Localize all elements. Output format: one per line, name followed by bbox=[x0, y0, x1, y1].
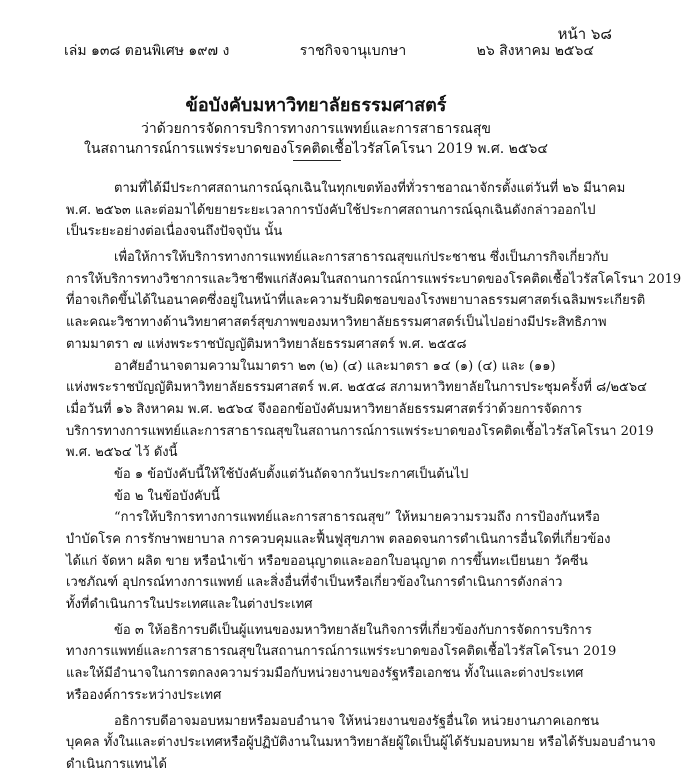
gazette-header bbox=[64, 40, 594, 62]
paragraph-line: เมื่อวันที่ ๑๖ สิงหาคม พ.ศ. ๒๕๖๔ จึงออกข้อบังคับมหาวิทยาลัยธรรมศาสตร์ว่าด้วยการจัดการ bbox=[66, 401, 582, 417]
document-title: ข้อบังคับมหาวิทยาลัยธรรมศาสตร์ bbox=[185, 95, 447, 116]
paragraph-line: อาศัยอำนาจตามความในมาตรา ๒๓ (๒) (๔) และมาตรา ๑๔ (๑) (๔) และ (๑๑) bbox=[114, 358, 556, 374]
definition-line: ทั้งที่ดำเนินการในประเทศและในต่างประเทศ bbox=[66, 597, 313, 613]
paragraph-line: ตามมาตรา ๗ แห่งพระราชบัญญัติมหาวิทยาลัยธรรมศาสตร์ พ.ศ. ๒๕๕๘ bbox=[66, 336, 467, 352]
gazette-name: ราชกิจจานุเบกษา bbox=[299, 43, 407, 59]
clause-3-line: หรือองค์การระหว่างประเทศ bbox=[66, 687, 222, 703]
volume-info: เล่ม ๑๓๘ ตอนพิเศษ ๑๙๗ ง bbox=[64, 43, 230, 59]
paragraph-line: การให้บริการทางวิชาการและวิชาชีพแก่สังคมในสถานการณ์การแพร่ระบาดของโรคติดเชื้อไวรัสโคโรนา 2019 bbox=[66, 271, 681, 287]
definition-line: เวชภัณฑ์ อุปกรณ์ทางการแพทย์ และสิ่งอื่นที่จำเป็นหรือเกี่ยวข้องในการดำเนินการดังกล่าว bbox=[66, 575, 563, 591]
clause-3-line: และให้มีอำนาจในการตกลงความร่วมมือกับหน่วยงานของรัฐหรือเอกชน ทั้งในและต่างประเทศ bbox=[66, 666, 584, 682]
clause-2: ข้อ ๒ ในข้อบังคับนี้ bbox=[114, 488, 220, 504]
paragraph-line: บริการทางการแพทย์และการสาธารณสุขในสถานการณ์การแพร่ระบาดของโรคติดเชื้อไวรัสโคโรนา 2019 bbox=[66, 423, 654, 439]
paragraph-line: พ.ศ. ๒๕๖๔ ไว้ ดังนี้ bbox=[66, 445, 178, 461]
title-divider bbox=[293, 160, 341, 161]
subtitle-line-1: ว่าด้วยการจัดการบริการทางการแพทย์และการสาธารณสุข bbox=[140, 121, 492, 137]
page-number: หน้า ๖๘ bbox=[557, 25, 612, 43]
delegation-line: ดำเนินการแทนได้ bbox=[66, 756, 167, 772]
paragraph-line: ตามที่ได้มีประกาศสถานการณ์ฉุกเฉินในทุกเขตท้องที่ทั่วราชอาณาจักรตั้งแต่วันที่ ๒๖ มีนาคม bbox=[114, 181, 626, 196]
paragraph-line: แห่งพระราชบัญญัติมหาวิทยาลัยธรรมศาสตร์ พ.ศ. ๒๕๕๘ สภามหาวิทยาลัยในการประชุมครั้งที่ ๘/๒๕๖๔ bbox=[66, 380, 647, 396]
paragraph-line: เพื่อให้การให้บริการทางการแพทย์และการสาธารณสุขแก่ประชาชน ซึ่งเป็นภารกิจเกี่ยวกับ bbox=[114, 250, 609, 266]
delegation-line: บุคคล ทั้งในและต่างประเทศหรือผู้ปฏิบัติงานในมหาวิทยาลัยผู้ใดเป็นผู้ได้รับมอบหมาย หรือได้รับมอบอำนาจ bbox=[66, 735, 656, 751]
clause-1: ข้อ ๑ ข้อบังคับนี้ให้ใช้บังคับตั้งแต่วันถัดจากวันประกาศเป็นต้นไป bbox=[114, 466, 469, 482]
paragraph-line: และคณะวิชาทางด้านวิทยาศาสตร์สุขภาพของมหาวิทยาลัยธรรมศาสตร์เป็นไปอย่างมีประสิทธิภาพ bbox=[66, 315, 607, 331]
publication-date: ๒๖ สิงหาคม ๒๕๖๔ bbox=[476, 43, 594, 59]
subtitle-line-2: ในสถานการณ์การแพร่ระบาดของโรคติดเชื้อไวรัสโคโรนา 2019 พ.ศ. ๒๕๖๔ bbox=[84, 141, 548, 157]
paragraph-line: พ.ศ. ๒๕๖๓ และต่อมาได้ขยายระยะเวลาการบังคับใช้ประกาศสถานการณ์ฉุกเฉินดังกล่าวออกไป bbox=[66, 202, 596, 218]
definition-line: บำบัดโรค การรักษาพยาบาล การควบคุมและฟื้นฟูสุขภาพ ตลอดจนการดำเนินการอื่นใดที่เกี่ยวข้อง bbox=[66, 532, 611, 547]
delegation-line: อธิการบดีอาจมอบหมายหรือมอบอำนาจ ให้หน่วยงานของรัฐอื่นใด หน่วยงานภาคเอกชน bbox=[114, 713, 599, 729]
definition-line: “การให้บริการทางการแพทย์และการสาธารณสุข” ให้หมายความรวมถึง การป้องกันหรือ bbox=[114, 510, 600, 526]
paragraph-line: ที่อาจเกิดขึ้นได้ในอนาคตซึ่งอยู่ในหน้าที่และความรับผิดชอบของโรงพยาบาลธรรมศาสตร์เฉลิมพระเกียรติ bbox=[66, 293, 646, 309]
clause-3-line: ทางการแพทย์และการสาธารณสุขในสถานการณ์การแพร่ระบาดของโรคติดเชื้อไวรัสโคโรนา 2019 bbox=[66, 644, 617, 660]
definition-line: ได้แก่ จัดหา ผลิต ขาย หรือนำเข้า หรือขออนุญาตและออกใบอนุญาต การขึ้นทะเบียนยา วัคซีน bbox=[66, 553, 588, 569]
paragraph-line: เป็นระยะอย่างต่อเนื่องจนถึงปัจจุบัน นั้น bbox=[66, 224, 283, 240]
document-body bbox=[66, 178, 681, 776]
clause-3: ข้อ ๓ ให้อธิการบดีเป็นผู้แทนของมหาวิทยาลัยในกิจการที่เกี่ยวข้องกับการจัดการบริการ bbox=[114, 622, 592, 638]
